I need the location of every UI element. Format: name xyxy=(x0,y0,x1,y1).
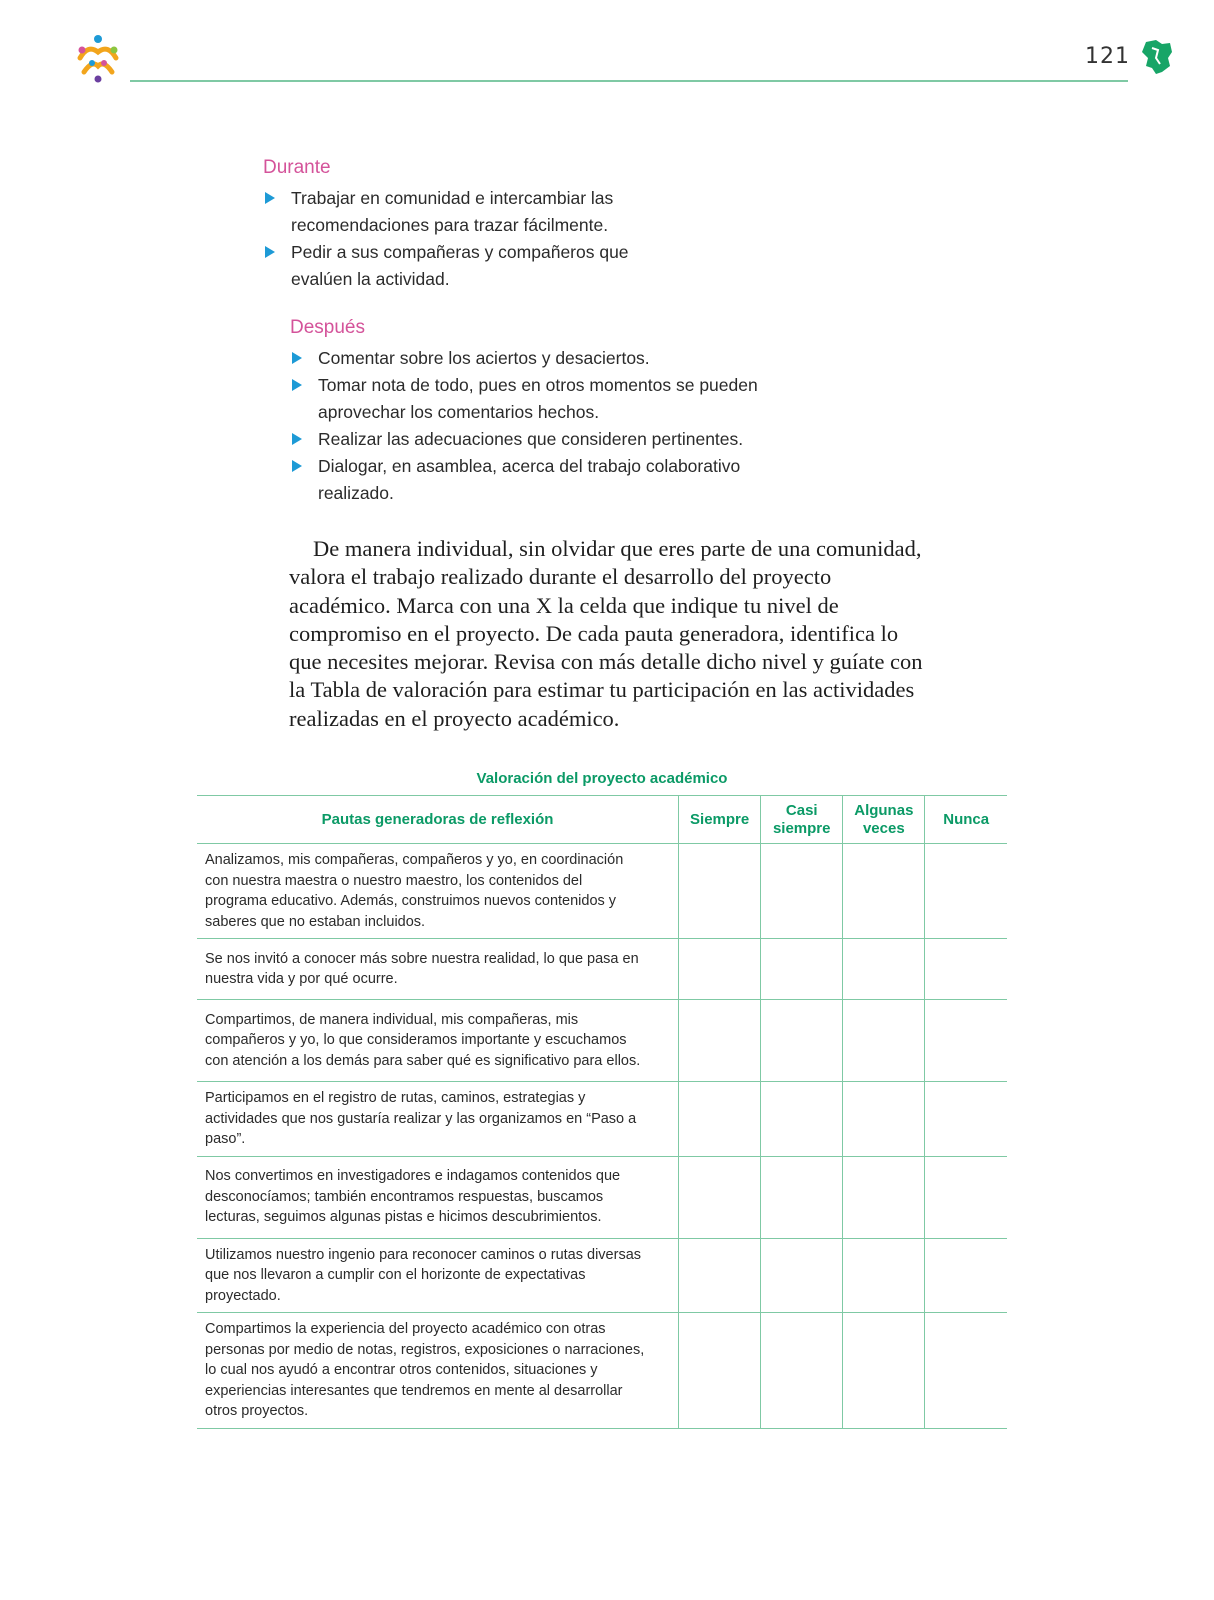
bullet-triangle-icon xyxy=(292,352,302,364)
header-rule xyxy=(130,80,1128,82)
durante-section xyxy=(263,157,693,293)
mark-cell-nunca[interactable] xyxy=(925,1000,1007,1082)
dancing-figures-logo-icon xyxy=(70,32,126,84)
header-casi-siempre: Casi siempre xyxy=(761,796,843,844)
durante-list xyxy=(263,185,693,293)
bullet-triangle-icon xyxy=(265,192,275,204)
evaluation-table xyxy=(197,795,1007,1429)
mark-cell-casi-siempre[interactable] xyxy=(761,1313,843,1429)
table-row xyxy=(197,939,1007,1000)
mark-cell-nunca[interactable] xyxy=(925,939,1007,1000)
pauta-cell: Compartimos, de manera individual, mis compañeras, mis compañeros y yo, lo que consideramos importante y escuchamos con atención a los demás para saber qué es significativo para ellos. xyxy=(197,1000,679,1082)
header-algunas-veces: Algunas veces xyxy=(843,796,925,844)
table-row xyxy=(197,844,1007,939)
list-item xyxy=(263,239,693,293)
mark-cell-nunca[interactable] xyxy=(925,844,1007,939)
green-map-icon xyxy=(1140,38,1174,76)
mark-cell-algunas-veces[interactable] xyxy=(843,844,925,939)
mark-cell-nunca[interactable] xyxy=(925,1238,1007,1313)
table-row xyxy=(197,1238,1007,1313)
despues-section xyxy=(290,317,760,507)
mark-cell-siempre[interactable] xyxy=(679,939,761,1000)
mark-cell-siempre[interactable] xyxy=(679,1313,761,1429)
list-item-text: Trabajar en comunidad e intercambiar las recomendaciones para trazar fácilmente. xyxy=(291,188,614,235)
mark-cell-nunca[interactable] xyxy=(925,1082,1007,1157)
list-item-text: Pedir a sus compañeras y compañeros que evalúen la actividad. xyxy=(291,242,629,289)
despues-list xyxy=(290,345,760,507)
list-item xyxy=(290,345,760,372)
mark-cell-casi-siempre[interactable] xyxy=(761,939,843,1000)
list-item xyxy=(263,185,693,239)
header-nunca: Nunca xyxy=(925,796,1007,844)
mark-cell-siempre[interactable] xyxy=(679,844,761,939)
durante-title: Durante xyxy=(263,157,331,178)
instructions-paragraph: De manera individual, sin olvidar que eres parte de una comunidad, valora el trabajo realizado durante el desarrollo del proyecto académico. Marca con una X la celda que indique tu nivel de compromiso en el proyecto. De cada pauta generadora, identifica lo que necesites mejorar. Revisa con más detalle dicho nivel y guíate con la Tabla de valoración para estimar tu participación en las actividades realizadas en el proyecto académico. xyxy=(289,536,923,731)
header-pautas: Pautas generadoras de reflexión xyxy=(197,796,679,844)
mark-cell-nunca[interactable] xyxy=(925,1313,1007,1429)
pauta-cell: Analizamos, mis compañeras, compañeros y yo, en coordinación con nuestra maestra o nuestro maestro, los contenidos del programa educativo. Además, construimos nuevos contenidos y saberes que no estaban incluidos. xyxy=(197,844,679,939)
page-number: 121 xyxy=(1085,44,1130,69)
header-siempre: Siempre xyxy=(679,796,761,844)
pauta-cell: Nos convertimos en investigadores e indagamos contenidos que desconocíamos; también encontramos respuestas, buscamos lecturas, seguimos algunas pistas e hicimos descubrimientos. xyxy=(197,1156,679,1238)
table-row xyxy=(197,1156,1007,1238)
mark-cell-casi-siempre[interactable] xyxy=(761,1156,843,1238)
bullet-triangle-icon xyxy=(292,460,302,472)
mark-cell-casi-siempre[interactable] xyxy=(761,1082,843,1157)
mark-cell-casi-siempre[interactable] xyxy=(761,844,843,939)
table-row xyxy=(197,1313,1007,1429)
list-item xyxy=(290,453,760,507)
mark-cell-nunca[interactable] xyxy=(925,1156,1007,1238)
table-caption: Valoración del proyecto académico xyxy=(476,770,728,787)
list-item-text: Comentar sobre los aciertos y desaciertos. xyxy=(318,348,650,368)
list-item-text: Tomar nota de todo, pues en otros momentos se pueden aprovechar los comentarios hechos. xyxy=(318,375,758,422)
pauta-cell: Participamos en el registro de rutas, caminos, estrategias y actividades que nos gustaría realizar y las organizamos en “Paso a paso”. xyxy=(197,1082,679,1157)
list-item-text: Realizar las adecuaciones que consideren pertinentes. xyxy=(318,429,744,449)
mark-cell-siempre[interactable] xyxy=(679,1238,761,1313)
list-item xyxy=(290,372,760,426)
mark-cell-algunas-veces[interactable] xyxy=(843,1156,925,1238)
pauta-cell: Se nos invitó a conocer más sobre nuestra realidad, lo que pasa en nuestra vida y por qué ocurre. xyxy=(197,939,679,1000)
mark-cell-siempre[interactable] xyxy=(679,1156,761,1238)
mark-cell-algunas-veces[interactable] xyxy=(843,939,925,1000)
table-row xyxy=(197,1000,1007,1082)
table-header-row xyxy=(197,796,1007,844)
table-row xyxy=(197,1082,1007,1157)
mark-cell-algunas-veces[interactable] xyxy=(843,1082,925,1157)
list-item xyxy=(290,426,760,453)
mark-cell-algunas-veces[interactable] xyxy=(843,1000,925,1082)
bullet-triangle-icon xyxy=(292,379,302,391)
mark-cell-siempre[interactable] xyxy=(679,1000,761,1082)
mark-cell-algunas-veces[interactable] xyxy=(843,1313,925,1429)
mark-cell-siempre[interactable] xyxy=(679,1082,761,1157)
despues-title: Después xyxy=(290,317,365,338)
mark-cell-casi-siempre[interactable] xyxy=(761,1000,843,1082)
bullet-triangle-icon xyxy=(265,246,275,258)
mark-cell-algunas-veces[interactable] xyxy=(843,1238,925,1313)
list-item-text: Dialogar, en asamblea, acerca del trabajo colaborativo realizado. xyxy=(318,456,741,503)
pauta-cell: Compartimos la experiencia del proyecto académico con otras personas por medio de notas, registros, exposiciones o narraciones, lo cual nos ayudó a encontrar otros contenidos, situaciones y experiencias interesantes que tendremos en mente al desarrollar otros proyectos. xyxy=(197,1313,679,1429)
pauta-cell: Utilizamos nuestro ingenio para reconocer caminos o rutas diversas que nos llevaron a cumplir con el horizonte de expectativas proyectado. xyxy=(197,1238,679,1313)
mark-cell-casi-siempre[interactable] xyxy=(761,1238,843,1313)
bullet-triangle-icon xyxy=(292,433,302,445)
